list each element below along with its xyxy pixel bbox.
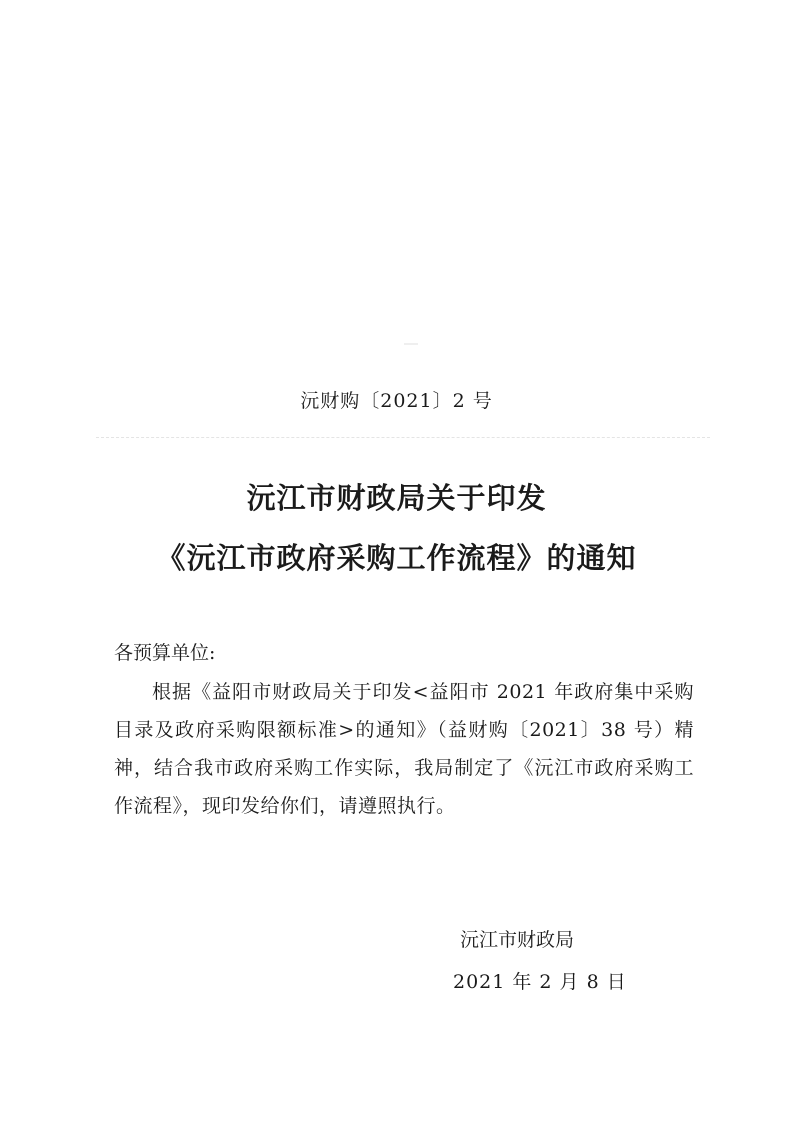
document-title-line-1: 沅江市财政局关于印发: [246, 481, 547, 515]
document-title-line-2: 《沅江市政府采购工作流程》的通知: [156, 541, 637, 575]
body-paragraph: 根据《益阳市财政局关于印发<益阳市 2021 年政府集中采购目录及政府采购限额标准>的通知》（益财购〔2021〕38 号）精神，结合我市政府采购工作实际，我局制定了《沅江市政府采购工作流程》，现印发给你们，请遵照执行。: [114, 681, 694, 817]
header-separator: [96, 437, 710, 438]
salutation: 各预算单位:: [114, 642, 216, 664]
scan-speck: [404, 343, 418, 345]
issuer-signature: 沅江市财政局: [460, 929, 575, 951]
issue-date: 2021 年 2 月 8 日: [453, 971, 627, 993]
document-number: 沅财购〔2021〕2 号: [300, 390, 493, 412]
